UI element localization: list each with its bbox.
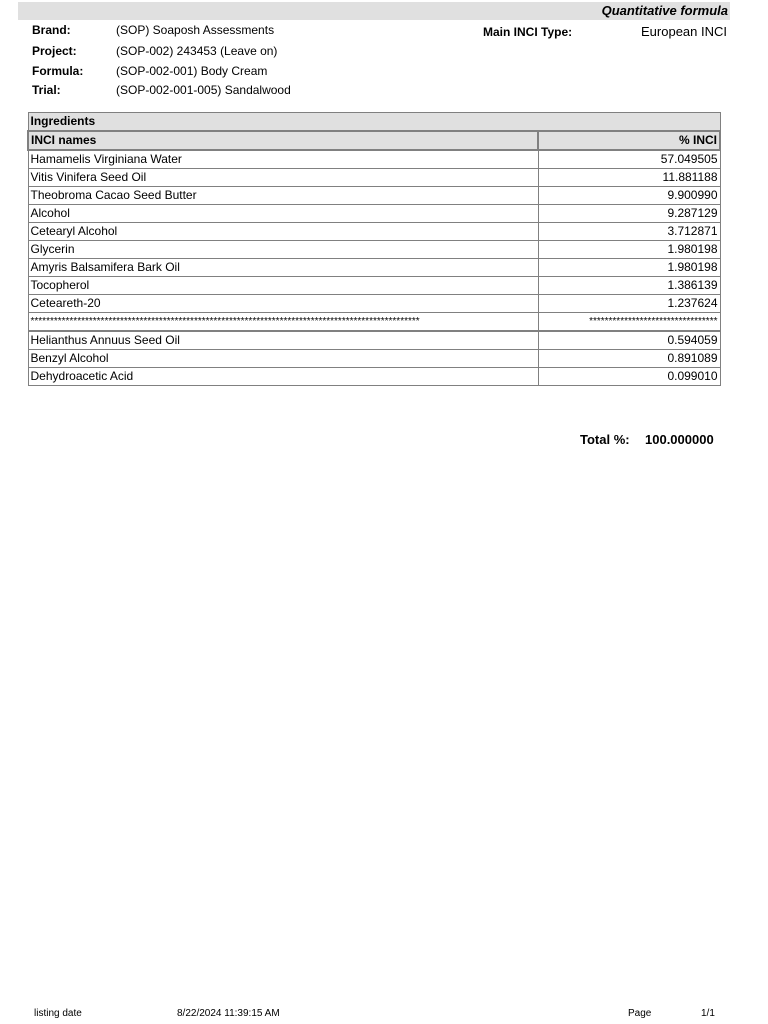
document-title: Quantitative formula: [601, 3, 728, 18]
table-row: [28, 331, 720, 350]
title-bar: [18, 2, 730, 20]
ingredient-pct: 1.980198: [538, 259, 720, 277]
ingredient-pct: 9.900990: [538, 187, 720, 205]
table-row: [28, 277, 720, 295]
ingredient-name: Theobroma Cacao Seed Butter: [28, 187, 538, 205]
ingredient-pct: 0.891089: [538, 350, 720, 368]
table-row: [28, 205, 720, 223]
ingredient-name: Ceteareth-20: [28, 295, 538, 313]
ingredient-name: Amyris Balsamifera Bark Oil: [28, 259, 538, 277]
ingredient-pct: 1.386139: [538, 277, 720, 295]
ingredient-name: Alcohol: [28, 205, 538, 223]
inci-type-label: Main INCI Type:: [483, 25, 573, 39]
brand-label: Brand:: [32, 23, 71, 37]
total-value: 100.000000: [645, 432, 714, 447]
ingredient-name: Cetearyl Alcohol: [28, 223, 538, 241]
section-title: Ingredients: [28, 113, 720, 132]
ingredient-name: Glycerin: [28, 241, 538, 259]
table-row: [28, 259, 720, 277]
table-row: [28, 241, 720, 259]
table-row: [28, 295, 720, 313]
trial-label: Trial:: [32, 83, 61, 97]
table-row: [28, 368, 720, 386]
col-header-inci-names: INCI names: [28, 131, 538, 150]
ingredients-table: [27, 112, 721, 386]
ingredient-pct: *********************************: [538, 313, 720, 332]
inci-type-value: European INCI: [641, 24, 727, 39]
project-label: Project:: [32, 44, 77, 58]
col-header-pct-inci: % INCI: [538, 131, 720, 150]
table-row: [28, 150, 720, 169]
table-row: [28, 187, 720, 205]
brand-value: (SOP) Soaposh Assessments: [116, 23, 275, 37]
page-number: 1/1: [701, 1008, 715, 1019]
trial-value: (SOP-002-001-005) Sandalwood: [116, 83, 291, 97]
ingredient-pct: 9.287129: [538, 205, 720, 223]
table-section-row: [28, 113, 720, 132]
ingredient-name: Benzyl Alcohol: [28, 350, 538, 368]
ingredient-name: Tocopherol: [28, 277, 538, 295]
ingredient-name: Vitis Vinifera Seed Oil: [28, 169, 538, 187]
ingredient-pct: 11.881188: [538, 169, 720, 187]
listing-date-label: listing date: [34, 1008, 82, 1019]
table-header-row: [28, 131, 720, 150]
ingredient-name: ****************************************************************************************************: [28, 313, 538, 332]
formula-label: Formula:: [32, 64, 84, 78]
ingredient-name: Helianthus Annuus Seed Oil: [28, 331, 538, 350]
listing-date-value: 8/22/2024 11:39:15 AM: [177, 1008, 280, 1019]
ingredient-pct: 57.049505: [538, 150, 720, 169]
ingredient-pct: 1.980198: [538, 241, 720, 259]
ingredient-name: Hamamelis Virginiana Water: [28, 150, 538, 169]
project-value: (SOP-002) 243453 (Leave on): [116, 44, 278, 58]
table-row: [28, 169, 720, 187]
ingredient-pct: 0.099010: [538, 368, 720, 386]
total-label: Total %:: [580, 432, 630, 447]
ingredient-pct: 1.237624: [538, 295, 720, 313]
ingredient-pct: 3.712871: [538, 223, 720, 241]
ingredient-pct: 0.594059: [538, 331, 720, 350]
ingredient-name: Dehydroacetic Acid: [28, 368, 538, 386]
separator-row: [28, 313, 720, 332]
formula-value: (SOP-002-001) Body Cream: [116, 64, 268, 78]
table-row: [28, 223, 720, 241]
page-label: Page: [628, 1008, 652, 1019]
table-row: [28, 350, 720, 368]
